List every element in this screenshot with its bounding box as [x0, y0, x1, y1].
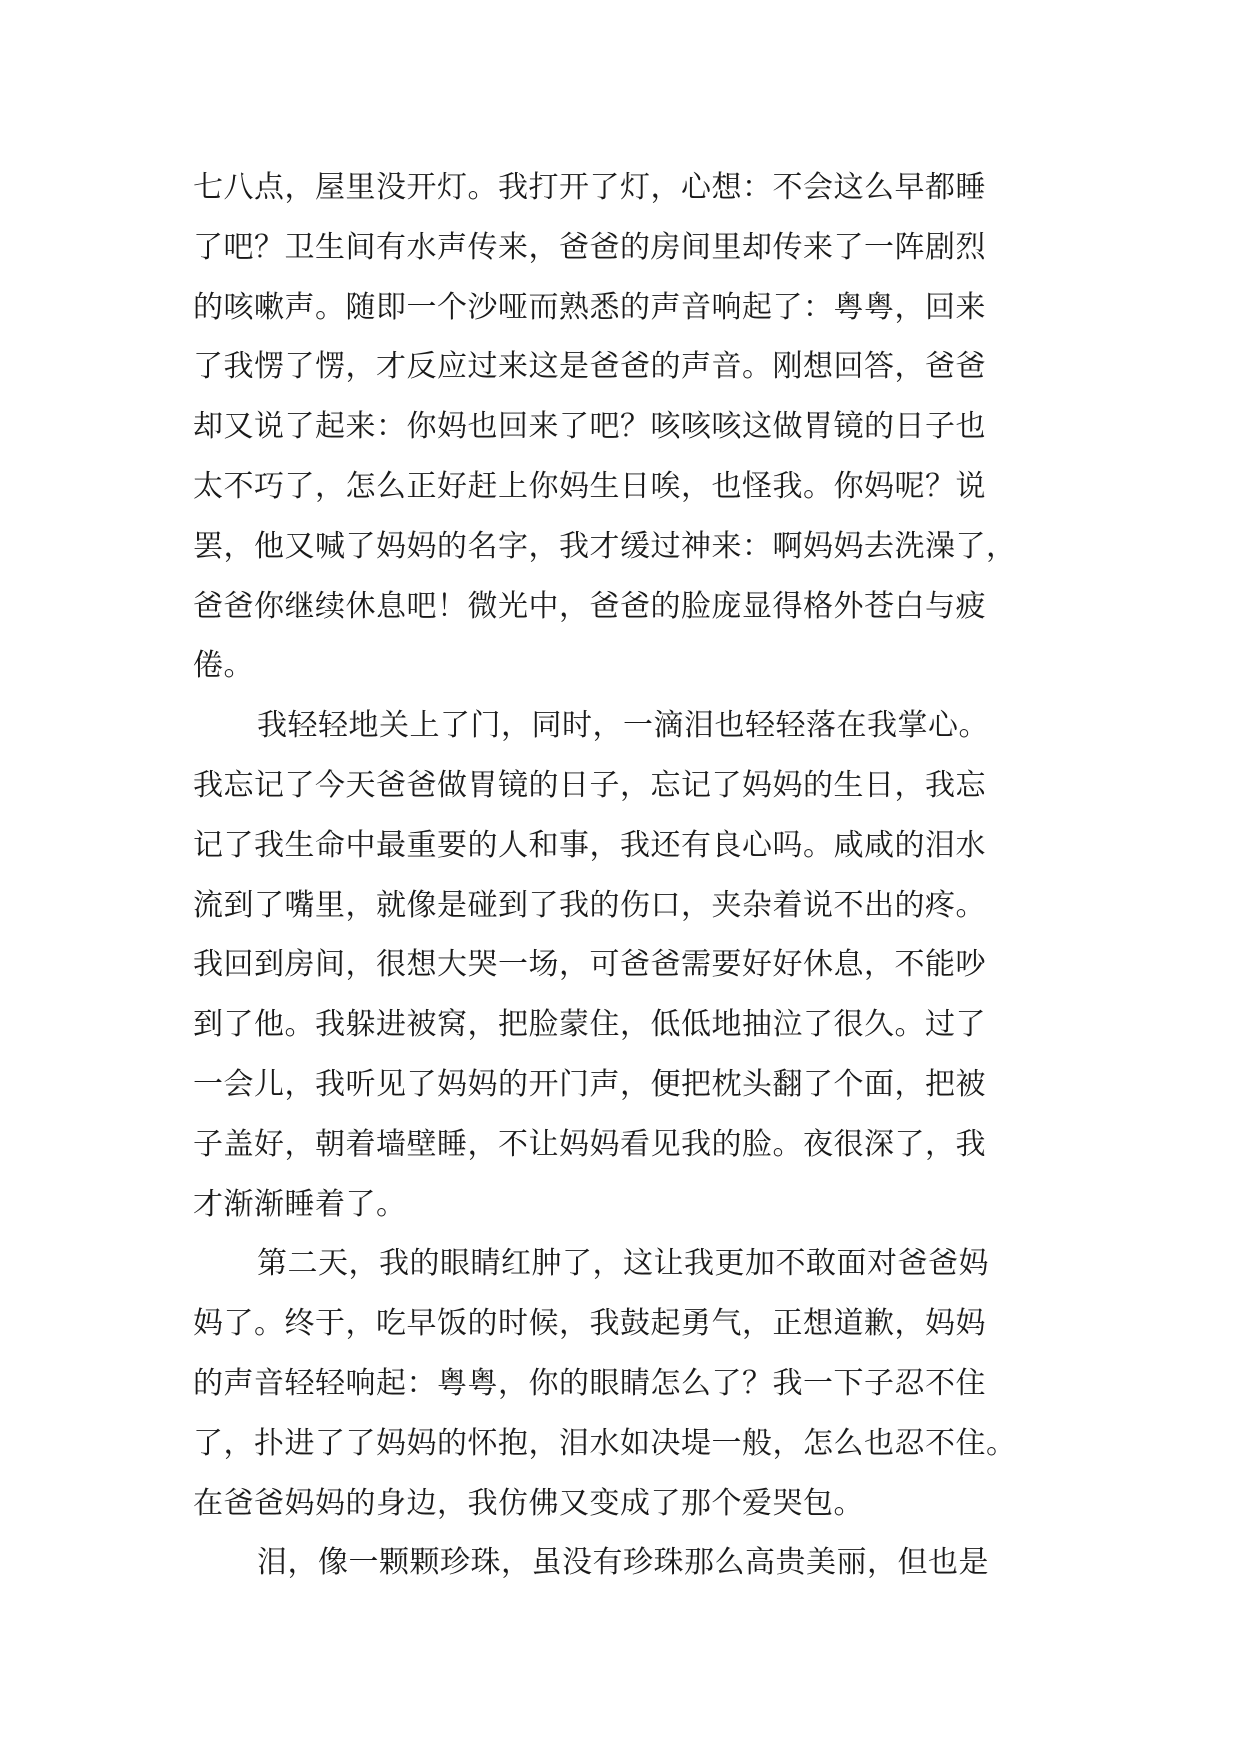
text-line: 在爸爸妈妈的身边，我仿佛又变成了那个爱哭包。 — [193, 1485, 864, 1521]
text-line: 的咳嗽声。随即一个沙哑而熟悉的声音响起了：粤粤，回来 — [193, 289, 986, 325]
text-line: 才渐渐睡着了。 — [193, 1186, 407, 1222]
text-line: 记了我生命中最重要的人和事，我还有良心吗。咸咸的泪水 — [193, 827, 986, 863]
document-body — [193, 158, 1055, 1593]
text-line: 流到了嘴里，就像是碰到了我的伤口，夹杂着说不出的疼。 — [193, 887, 986, 923]
text-line: 太不巧了，怎么正好赶上你妈生日唉，也怪我。你妈呢？说 — [193, 468, 986, 504]
text-line: 我忘记了今天爸爸做胃镜的日子，忘记了妈妈的生日，我忘 — [193, 767, 986, 803]
text-line: 罢，他又喊了妈妈的名字，我才缓过神来：啊妈妈去洗澡了， — [193, 528, 1017, 564]
text-line: 了我愣了愣，才反应过来这是爸爸的声音。刚想回答，爸爸 — [193, 349, 986, 385]
text-line: 的声音轻轻响起：粤粤，你的眼睛怎么了？我一下子忍不住 — [193, 1365, 986, 1401]
paragraph-first-line: 泪，像一颗颗珍珠，虽没有珍珠那么高贵美丽，但也是 — [257, 1545, 989, 1581]
paragraph-first-line: 我轻轻地关上了门，同时，一滴泪也轻轻落在我掌心。 — [257, 708, 989, 744]
text-line: 爸爸你继续休息吧！微光中，爸爸的脸庞显得格外苍白与疲 — [193, 588, 986, 624]
text-line: 我回到房间，很想大哭一场，可爸爸需要好好休息，不能吵 — [193, 947, 986, 983]
text-line: 却又说了起来：你妈也回来了吧？咳咳咳这做胃镜的日子也 — [193, 409, 986, 445]
paragraph-first-line: 第二天，我的眼睛红肿了，这让我更加不敢面对爸爸妈 — [257, 1246, 989, 1282]
text-line: 到了他。我躲进被窝，把脸蒙住，低低地抽泣了很久。过了 — [193, 1007, 986, 1043]
text-line: 七八点，屋里没开灯。我打开了灯，心想：不会这么早都睡 — [193, 170, 986, 205]
text-line: 子盖好，朝着墙壁睡，不让妈妈看见我的脸。夜很深了，我 — [193, 1126, 986, 1162]
text-line: 了，扑进了了妈妈的怀抱，泪水如决堤一般，怎么也忍不住。 — [193, 1425, 1017, 1461]
text-line: 妈了。终于，吃早饭的时候，我鼓起勇气，正想道歉，妈妈 — [193, 1306, 986, 1342]
text-line: 了吧？卫生间有水声传来，爸爸的房间里却传来了一阵剧烈 — [193, 229, 986, 265]
text-line: 倦。 — [193, 648, 254, 684]
text-line: 一会儿，我听见了妈妈的开门声，便把枕头翻了个面，把被 — [193, 1066, 986, 1102]
